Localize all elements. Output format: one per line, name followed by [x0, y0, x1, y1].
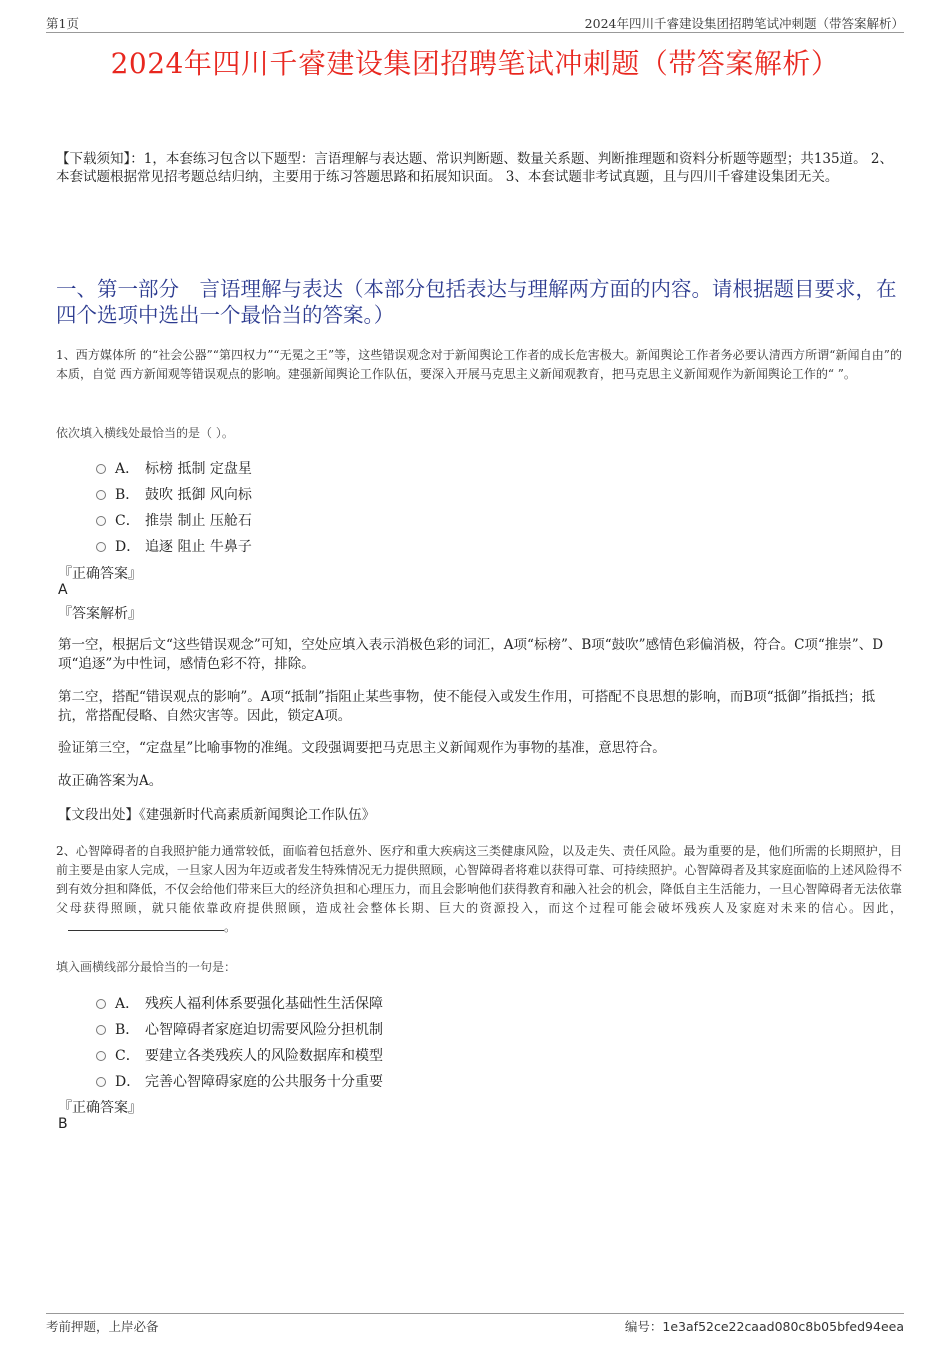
question-1-answer-label: 『正确答案』 — [58, 566, 142, 582]
question-1-analysis-3: 验证第三空，“定盘星”比喻事物的准绳。文段强调要把马克思主义新闻观作为事物的基准，意思符合。 — [58, 740, 666, 756]
question-1-option-c[interactable]: C． 推崇 制止 压舱石 — [96, 510, 252, 530]
question-2-option-a[interactable]: A． 残疾人福利体系要强化基础性生活保障 — [96, 993, 383, 1013]
question-1-option-a[interactable]: A． 标榜 抵制 定盘星 — [96, 458, 252, 478]
question-1-option-b[interactable]: B． 鼓吹 抵御 风向标 — [96, 484, 252, 504]
question-2-prompt: 填入画横线部分最恰当的一句是： — [56, 960, 237, 974]
radio-icon[interactable] — [96, 490, 106, 500]
radio-icon[interactable] — [96, 542, 106, 552]
radio-icon[interactable] — [96, 999, 106, 1009]
question-1-answer: A — [58, 582, 68, 598]
question-1-text: 1、西方媒体所 的“社会公器”“第四权力”“无冕之王”等，这些错误观念对于新闻舆论工作者的成长危害极大。新闻舆论工作者务必要认清西方所谓“新闻自由”的本质，自觉 西方新闻观等错误观点的影响。建强新闻舆论工作队伍，要深入开展马克思主义新闻观教育，把马克思主义新闻观作为新闻舆论工作的“ ”。 — [56, 348, 902, 381]
fill-in-blank — [68, 918, 224, 931]
download-notice: 【下载须知】：1，本套练习包含以下题型：言语理解与表达题、常识判断题、数量关系题、判断推理题和资料分析题等题型；共135道。 2、本套试题根据常见招考题总结归纳，主要用于练习答题思路和拓展知识面。 3、本套试题非考试真题，且与四川千睿建设集团无关。 — [56, 151, 893, 185]
radio-icon[interactable] — [96, 1025, 106, 1035]
question-1-prompt: 依次填入横线处最恰当的是（ ）。 — [56, 426, 234, 440]
question-2-answer: B — [58, 1116, 68, 1132]
header-doc-title: 2024年四川千睿建设集团招聘笔试冲刺题（带答案解析） — [584, 16, 904, 31]
radio-icon[interactable] — [96, 1051, 106, 1061]
radio-icon[interactable] — [96, 516, 106, 526]
radio-icon[interactable] — [96, 464, 106, 474]
page-number: 第1页 — [46, 16, 79, 31]
footer-code: 编号：1e3af52ce22caad080c8b05bfed94eea — [624, 1319, 904, 1334]
question-2-answer-label: 『正确答案』 — [58, 1100, 142, 1116]
radio-icon[interactable] — [96, 1077, 106, 1087]
section-heading: 一、第一部分 言语理解与表达（本部分包括表达与理解两方面的内容。请根据题目要求，在四个选项中选出一个最恰当的答案。） — [56, 277, 897, 327]
question-1-analysis-1: 第一空，根据后文“这些错误观念”可知，空处应填入表示消极色彩的词汇，A项“标榜”、B项“鼓吹”感情色彩偏消极，符合。C项“推崇”、D项“追逐”为中性词，感情色彩不符，排除。 — [58, 637, 884, 672]
footer-slogan: 考前押题，上岸必备 — [46, 1319, 159, 1334]
question-2-option-b[interactable]: B． 心智障碍者家庭迫切需要风险分担机制 — [96, 1019, 383, 1039]
question-1-source: 【文段出处】《建强新时代高素质新闻舆论工作队伍》 — [58, 807, 376, 823]
question-1-analysis-label: 『答案解析』 — [58, 606, 142, 622]
question-1-analysis-4: 故正确答案为A。 — [58, 773, 163, 789]
page-footer — [46, 1313, 904, 1334]
question-1-analysis-2: 第二空，搭配“错误观点的影响”。A项“抵制”指阻止某些事物，使不能侵入或发生作用，可搭配不良思想的影响，而B项“抵御”指抵挡；抵抗，常搭配侵略、自然灾害等。因此，锁定A项。 — [58, 689, 876, 724]
page-header — [46, 14, 904, 33]
question-2-text: 2、心智障碍者的自我照护能力通常较低，面临着包括意外、医疗和重大疾病这三类健康风险，以及走失、责任风险。最为重要的是，他们所需的长期照护，目前主要是由家人完成，一旦家人因为年迈或者发生特殊情况无力提供照顾，心智障碍者将难以获得可靠、可持续照护。心智障碍者及其家庭面临的上述风险得不到有效分担和降低，不仅会给他们带来巨大的经济负担和心理压力，而且会影响他们获得教育和融入社会的机会，降低自主生活能力，一旦心智障碍者无法依靠父母获得照顾，就只能依靠政府提供照顾，造成社会整体长期、巨大的资源投入，而这个过程可能会破坏残疾人及家庭对未来的信心。因此，。 — [56, 844, 902, 934]
question-1-option-d[interactable]: D． 追逐 阻止 牛鼻子 — [96, 536, 252, 556]
document-title: 2024年四川千睿建设集团招聘笔试冲刺题（带答案解析） — [110, 47, 840, 80]
question-2-option-c[interactable]: C． 要建立各类残疾人的风险数据库和模型 — [96, 1045, 383, 1065]
question-2-option-d[interactable]: D． 完善心智障碍家庭的公共服务十分重要 — [96, 1071, 383, 1091]
